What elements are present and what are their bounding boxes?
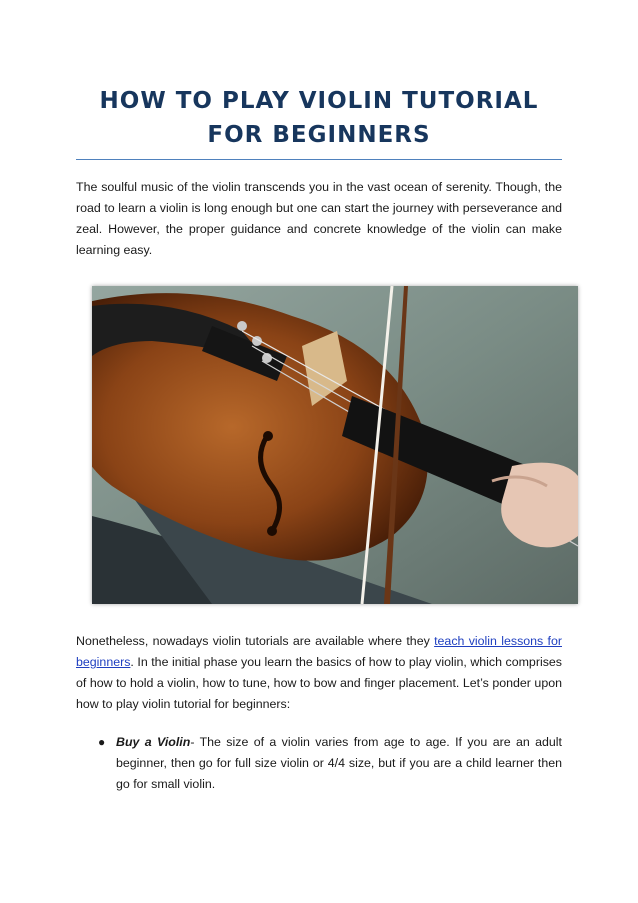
list-item-text: - The size of a violin varies from age to age. If you are an adult beginner, then go for full size violin or 4/4 size, but if you are a child learner then go for small violin. <box>116 735 562 791</box>
list-item <box>76 732 562 795</box>
steps-list <box>76 732 562 795</box>
title-line-2: FOR BEGINNERS <box>207 122 431 148</box>
violin-lessons-link[interactable]: teach violin lessons for beginners <box>76 634 562 669</box>
tutorial-paragraph <box>76 631 562 715</box>
title-line-1: HOW TO PLAY VIOLIN TUTORIAL <box>99 88 539 114</box>
violin-photo <box>92 286 578 604</box>
bullet-icon: ● <box>98 735 106 749</box>
page-title <box>76 84 562 152</box>
list-item-lead: Buy a Violin <box>116 735 191 749</box>
violin-illustration <box>92 286 578 604</box>
paragraph-text-after-link: . In the initial phase you learn the basics of how to play violin, which comprises of how to hold a violin, how to tune, how to bow and finger placement. Let’s ponder upon how to play violin tutorial for beginners: <box>76 655 562 711</box>
intro-paragraph: The soulful music of the violin transcends you in the vast ocean of serenity. Though, the road to learn a violin is long enough but one can start the journey with perseverance and zeal. However, the proper guidance and concrete knowledge of the violin can make learning easy. <box>76 180 562 257</box>
paragraph-text-before-link: Nonetheless, nowadays violin tutorials are available where they <box>76 634 435 648</box>
title-divider <box>76 159 562 160</box>
